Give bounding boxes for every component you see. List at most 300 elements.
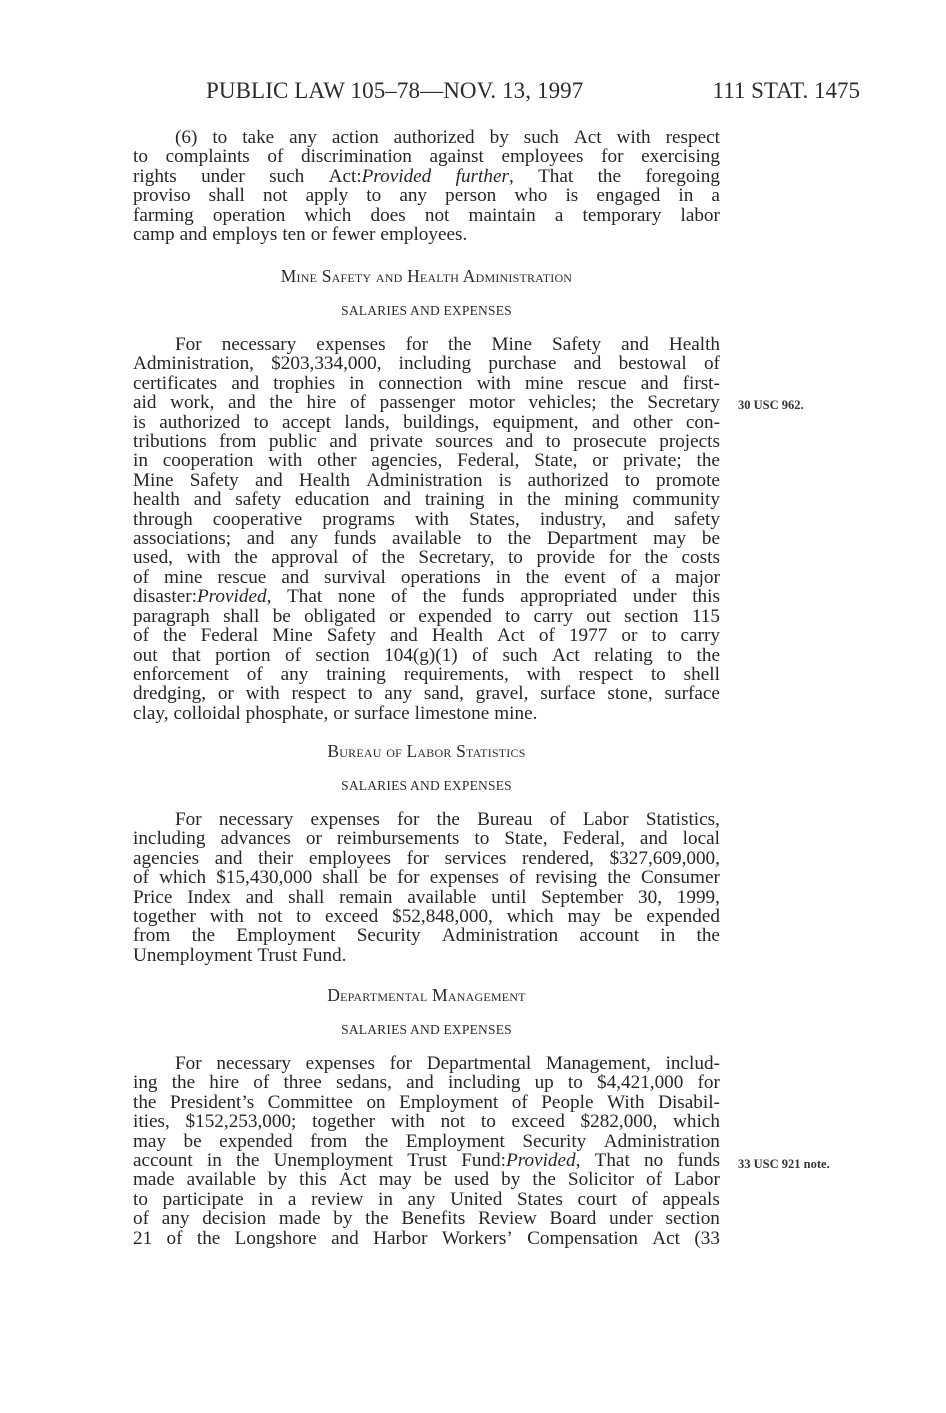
word: and xyxy=(193,489,222,511)
word: sources xyxy=(435,431,493,453)
text-line xyxy=(133,946,720,965)
word: and xyxy=(331,1227,359,1249)
word: authorized xyxy=(393,127,475,148)
margin-note-30-usc-962: 30 USC 962. xyxy=(738,398,804,412)
word: a xyxy=(711,185,720,207)
word: event xyxy=(564,566,606,588)
word: the xyxy=(163,625,187,647)
word: cooperative xyxy=(212,508,303,530)
word: other xyxy=(633,411,673,433)
word: Administration xyxy=(366,469,483,491)
word: ten xyxy=(282,224,306,246)
word: to xyxy=(357,683,373,705)
text-line xyxy=(133,1093,720,1112)
word: together xyxy=(312,1111,375,1133)
word: disaster:Provided, xyxy=(133,586,272,608)
word: employees xyxy=(501,146,584,168)
word: of xyxy=(509,867,526,889)
word: first- xyxy=(682,372,720,394)
word: to xyxy=(567,1072,583,1094)
word: be xyxy=(272,605,291,627)
word: (33 xyxy=(694,1227,720,1249)
word: the xyxy=(133,1091,157,1113)
word: shall xyxy=(223,605,260,627)
word: remain xyxy=(339,886,393,908)
word: 30, xyxy=(638,886,662,908)
word: participate xyxy=(162,1188,244,1210)
word: Departmental xyxy=(426,1053,532,1074)
word: Secretary, xyxy=(418,547,495,569)
word: and xyxy=(245,886,274,908)
word: of xyxy=(472,644,489,666)
word: sand, xyxy=(423,683,464,705)
word: of xyxy=(253,1072,270,1094)
word: of xyxy=(390,586,407,608)
text-line xyxy=(133,451,720,470)
word: discrimination xyxy=(301,146,412,168)
word: to xyxy=(296,906,312,928)
word: accept xyxy=(281,411,331,433)
word: the xyxy=(191,925,216,947)
word: is xyxy=(565,185,579,207)
word: for xyxy=(406,847,429,869)
text-line xyxy=(133,926,720,945)
text-line xyxy=(133,186,720,205)
word: with xyxy=(616,127,651,148)
word: to xyxy=(253,411,269,433)
word: that xyxy=(171,644,201,666)
word: proviso xyxy=(133,185,191,207)
text-line xyxy=(133,1190,720,1209)
section-heading-mine-safety: Mine Safety and Health Administration xyxy=(280,266,573,286)
word: and xyxy=(639,828,668,850)
word: with xyxy=(186,547,221,569)
word: bestowal xyxy=(618,353,687,375)
word: trophies xyxy=(273,372,336,394)
word: used, xyxy=(133,547,173,569)
word: to xyxy=(651,625,667,647)
word: available xyxy=(186,1169,256,1191)
word: programs xyxy=(322,508,395,530)
word: or xyxy=(388,605,405,627)
word: $152,253,000; xyxy=(185,1111,297,1133)
word: Committee xyxy=(267,1091,353,1113)
word: with xyxy=(526,663,561,685)
word: Employment xyxy=(405,1130,505,1152)
word: Health xyxy=(668,334,720,355)
word: Solicitor xyxy=(567,1169,634,1191)
word: and xyxy=(390,625,418,647)
word: which xyxy=(506,906,554,928)
word: to xyxy=(667,644,683,666)
word: training xyxy=(326,663,386,685)
word: ities, xyxy=(133,1111,170,1133)
word: work, xyxy=(170,392,215,414)
word: to xyxy=(366,185,382,207)
word: out xyxy=(586,605,611,627)
word: the xyxy=(196,1227,221,1249)
text-line xyxy=(133,490,720,509)
word: the xyxy=(607,867,631,889)
word: mine xyxy=(524,372,564,394)
text-line xyxy=(133,510,720,529)
word: necessary xyxy=(218,809,294,830)
word: or xyxy=(333,702,350,724)
word: clay, xyxy=(133,702,169,724)
word: Federal xyxy=(200,625,259,647)
word: (6) xyxy=(175,127,198,148)
word: and xyxy=(640,372,669,394)
word: for xyxy=(396,809,420,830)
word: That xyxy=(594,1150,630,1172)
text-line xyxy=(133,684,720,703)
word: September xyxy=(541,886,624,908)
word: Safety xyxy=(552,334,602,355)
word: used xyxy=(453,1169,490,1191)
word: agencies xyxy=(133,847,200,869)
word: section xyxy=(315,644,370,666)
word: 115 xyxy=(691,605,720,627)
word: Fund:Provided, xyxy=(461,1150,581,1172)
word: Index xyxy=(187,886,231,908)
word: and xyxy=(505,431,534,453)
word: Trust xyxy=(257,944,298,966)
word: limestone xyxy=(414,702,490,724)
word: local xyxy=(682,828,720,850)
text-line xyxy=(133,1132,720,1151)
word: the xyxy=(234,547,258,569)
word: any xyxy=(289,127,317,148)
text-line xyxy=(133,1151,720,1170)
word: up xyxy=(534,1072,554,1094)
word: surface xyxy=(354,702,410,724)
word: against xyxy=(429,146,484,168)
word: phosphate, xyxy=(245,702,329,724)
word: or xyxy=(217,683,234,705)
text-line xyxy=(133,529,720,548)
word: decision xyxy=(202,1208,267,1230)
word: Act xyxy=(652,1227,680,1249)
word: to xyxy=(480,1111,496,1133)
word: such xyxy=(502,644,538,666)
word: Act xyxy=(552,644,580,666)
word: the xyxy=(448,334,472,355)
word: operation xyxy=(212,204,286,226)
word: $15,430,000 xyxy=(216,867,313,889)
word: passenger xyxy=(379,392,456,414)
word: expenses xyxy=(429,867,499,889)
word: For xyxy=(175,809,202,830)
word: the xyxy=(507,528,532,550)
word: 104(g)(1) xyxy=(384,644,458,666)
text-line xyxy=(133,1073,720,1092)
word: $4,421,000 xyxy=(597,1072,684,1094)
word: with xyxy=(476,372,511,394)
word: Health xyxy=(431,625,483,647)
word: complaints xyxy=(165,146,250,168)
word: including xyxy=(133,828,206,850)
word: of xyxy=(246,663,263,685)
word: approval xyxy=(271,547,339,569)
word: State, xyxy=(504,828,548,850)
text-line xyxy=(133,587,720,606)
word: is xyxy=(498,469,512,491)
word: Mine xyxy=(133,469,174,491)
section-heading-departmental-management: Departmental Management xyxy=(327,985,526,1005)
word: $52,848,000, xyxy=(392,906,493,928)
word: be xyxy=(183,1130,202,1152)
word: Labor xyxy=(582,809,629,830)
word: the xyxy=(532,1169,556,1191)
text-line xyxy=(133,225,720,244)
word: advances xyxy=(220,828,291,850)
word: exceed xyxy=(511,1111,565,1133)
word: camp xyxy=(133,224,175,246)
word: may xyxy=(133,1130,167,1152)
word: For xyxy=(175,1053,202,1074)
word: the xyxy=(422,586,447,608)
page-header xyxy=(206,78,860,112)
word: exceed xyxy=(324,906,379,928)
word: of xyxy=(703,353,720,375)
word: engaged xyxy=(596,185,661,207)
word: Administration xyxy=(441,925,559,947)
word: prosecute xyxy=(573,431,647,453)
word: the xyxy=(235,1150,260,1172)
word: Fund. xyxy=(302,944,347,966)
text-line xyxy=(133,413,720,432)
word: any xyxy=(161,1208,190,1230)
word: and xyxy=(254,469,283,491)
word: Employment xyxy=(236,925,336,947)
word: on xyxy=(366,1091,386,1113)
word: and xyxy=(383,489,411,511)
word: in xyxy=(206,1150,222,1172)
word: employees. xyxy=(380,224,468,246)
word: and xyxy=(573,353,602,375)
word: Health xyxy=(298,469,351,491)
text-line xyxy=(133,626,720,645)
word: employees xyxy=(308,847,391,869)
word: may xyxy=(567,906,601,928)
word: of xyxy=(349,392,366,414)
word: Unemployment xyxy=(273,1150,393,1172)
word: Act xyxy=(573,127,602,148)
word: rights xyxy=(133,165,177,187)
word: Act xyxy=(338,1169,367,1191)
word: authorized xyxy=(159,411,241,433)
word: this xyxy=(299,1169,327,1191)
word: Bureau xyxy=(477,809,533,830)
word: survival xyxy=(324,566,386,588)
word: by xyxy=(333,1208,353,1230)
word: Federal, xyxy=(562,828,625,850)
text-line xyxy=(133,432,720,451)
word: shell xyxy=(683,663,720,685)
word: projects xyxy=(659,431,720,453)
word: carry xyxy=(533,605,573,627)
header-law-citation: PUBLIC LAW 105–78—NOV. 13, 1997 xyxy=(206,78,584,103)
word: the xyxy=(436,809,460,830)
word: of xyxy=(549,809,566,830)
word: costs xyxy=(681,547,720,569)
word: vehicles; xyxy=(528,392,597,414)
word: and xyxy=(179,224,208,246)
word: which xyxy=(673,1111,720,1133)
text-line xyxy=(133,888,720,907)
word: made xyxy=(278,1208,321,1230)
word: the xyxy=(269,392,293,414)
word: any xyxy=(407,1188,436,1210)
word: or xyxy=(310,224,327,246)
word: farming xyxy=(133,204,194,226)
text-line xyxy=(133,829,720,848)
word: $282,000, xyxy=(580,1111,658,1133)
text-line xyxy=(133,849,720,868)
word: equipment, xyxy=(492,411,579,433)
text-line xyxy=(133,1209,720,1228)
word: or xyxy=(621,625,638,647)
word: services xyxy=(444,847,507,869)
word: Compensation xyxy=(527,1227,638,1249)
word: to xyxy=(212,127,228,148)
subheading-salaries-mine-safety: SALARIES AND EXPENSES xyxy=(341,303,512,318)
word: be xyxy=(368,867,387,889)
word: expended xyxy=(418,605,492,627)
word: of xyxy=(133,1208,149,1230)
text-line xyxy=(133,128,720,147)
text-line xyxy=(133,646,720,665)
word: with xyxy=(245,683,280,705)
text-line xyxy=(133,335,720,354)
word: and xyxy=(228,392,256,414)
word: ing xyxy=(133,1072,158,1094)
word: of xyxy=(511,1091,528,1113)
word: States, xyxy=(469,508,520,530)
word: Trust xyxy=(407,1150,448,1172)
word: Labor xyxy=(674,1169,720,1191)
word: That xyxy=(538,165,574,187)
word: Statistics, xyxy=(645,809,720,830)
word: from xyxy=(310,1130,348,1152)
word: action xyxy=(331,127,379,148)
text-line xyxy=(133,471,720,490)
word: be xyxy=(423,1169,442,1191)
word: and xyxy=(231,372,260,394)
word: the xyxy=(597,165,622,187)
word: for xyxy=(405,334,428,355)
word: to xyxy=(476,528,492,550)
word: section xyxy=(665,1208,720,1230)
word: such xyxy=(523,127,559,148)
word: Review xyxy=(478,1208,537,1230)
word: in xyxy=(378,1188,393,1210)
word: public xyxy=(268,431,317,453)
word: Safety xyxy=(189,469,239,491)
word: to xyxy=(133,146,148,168)
word: private xyxy=(369,431,423,453)
text-line xyxy=(133,1229,720,1248)
word: including xyxy=(447,1072,521,1094)
word: appeals xyxy=(662,1188,720,1210)
word: obligated xyxy=(304,605,376,627)
word: Safety xyxy=(326,625,376,647)
word: of xyxy=(538,625,555,647)
word: the xyxy=(696,925,720,947)
word: Department xyxy=(546,528,638,550)
word: funds xyxy=(333,528,377,550)
word: none xyxy=(337,586,376,608)
text-line xyxy=(133,393,720,412)
word: Act xyxy=(497,625,525,647)
word: no xyxy=(643,1150,664,1172)
word: which xyxy=(159,867,207,889)
word: With xyxy=(606,1091,645,1113)
word: Longshore xyxy=(234,1227,317,1249)
word: People xyxy=(541,1091,594,1113)
word: in xyxy=(678,185,694,207)
word: Administration xyxy=(603,1130,720,1152)
word: Federal, xyxy=(457,450,520,472)
word: tributions xyxy=(133,431,207,453)
word: Unemployment xyxy=(133,944,253,966)
word: in xyxy=(133,450,148,472)
text-line xyxy=(133,1112,720,1131)
word: for xyxy=(697,1072,720,1094)
word: and xyxy=(246,528,275,550)
word: section xyxy=(624,605,679,627)
word: gravel, xyxy=(475,683,529,705)
word: of xyxy=(620,566,637,588)
word: to xyxy=(545,431,561,453)
text-line xyxy=(133,810,720,829)
word: expended xyxy=(219,1130,293,1152)
word: further, xyxy=(455,165,514,187)
word: a xyxy=(554,204,564,226)
word: education xyxy=(294,489,370,511)
word: funds xyxy=(461,586,505,608)
word: appropriated xyxy=(520,586,618,608)
word: person xyxy=(445,185,497,207)
word: the xyxy=(525,566,550,588)
word: associations; xyxy=(133,528,232,550)
word: connection xyxy=(378,372,463,394)
word: shall xyxy=(208,185,245,207)
section-heading-bureau-labor-statistics: Bureau of Labor Statistics xyxy=(327,741,526,761)
word: a xyxy=(287,1188,297,1210)
word: Consumer xyxy=(640,867,720,889)
word: a xyxy=(651,566,661,588)
word: dredging, xyxy=(133,683,207,705)
word: Secretary xyxy=(647,392,720,414)
word: through xyxy=(133,508,193,530)
word: to xyxy=(505,605,521,627)
word: requirements, xyxy=(403,663,509,685)
word: United xyxy=(450,1188,503,1210)
word: sedans, xyxy=(335,1072,392,1094)
word: for xyxy=(389,1053,413,1074)
word: States xyxy=(516,1188,563,1210)
word: of xyxy=(133,867,149,889)
word: in xyxy=(258,1188,274,1210)
word: Disabil- xyxy=(658,1091,720,1113)
word: the xyxy=(364,1130,389,1152)
word: shall xyxy=(322,867,359,889)
word: to xyxy=(624,469,640,491)
word: any xyxy=(399,185,428,207)
word: surface xyxy=(540,683,596,705)
word: expenses xyxy=(316,334,386,355)
